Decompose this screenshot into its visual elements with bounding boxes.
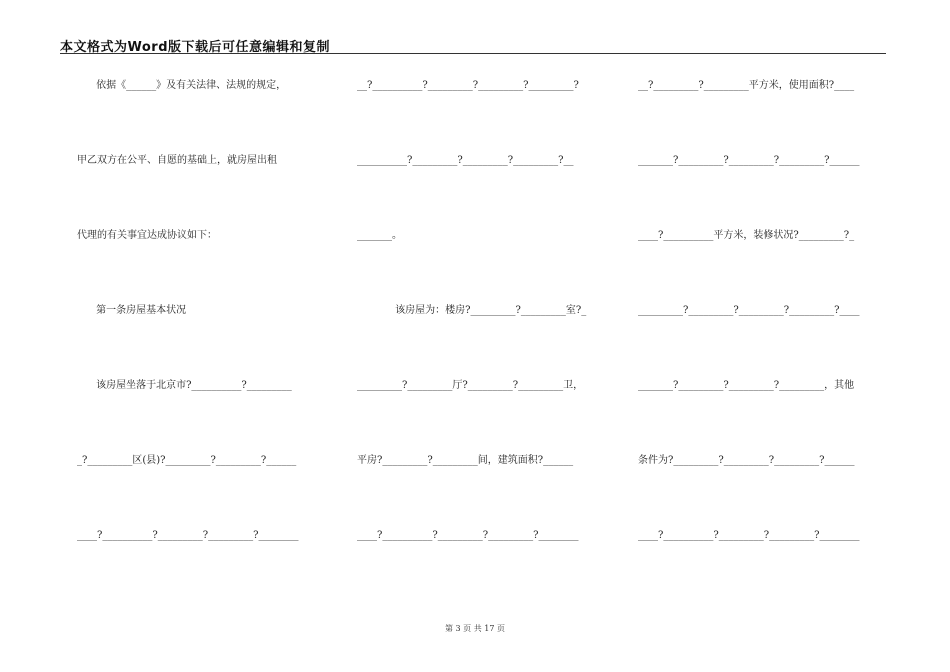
text-line: _________?_________厅?_________?_________卫， <box>357 380 584 391</box>
text-line: _________?_________?_________?_________?____ <box>638 305 860 316</box>
text-column-3 <box>638 0 888 672</box>
text-line: 条件为?_________?_________?_________?______ <box>638 455 855 466</box>
section-heading: 第一条房屋基本状况 <box>77 305 187 316</box>
text-line: _______?_________?_________?_________，其他 <box>638 380 855 391</box>
text-line: _?_________区(县)?_________?_________?______ <box>77 455 297 466</box>
page-number: 第 3 页 共 17 页 <box>445 624 505 633</box>
text-line: __________?_________?_________?_________?__ <box>357 155 574 166</box>
text-line: __?_________?_________平方米，使用面积?____ <box>638 80 855 91</box>
text-line: ____?__________?_________?_________?________ <box>77 530 299 541</box>
text-line: 甲乙双方在公平、自愿的基础上，就房屋出租 <box>77 155 277 166</box>
text-line: 代理的有关事宜达成协议如下： <box>77 230 217 241</box>
text-line: 依据《______》及有关法律、法规的规定， <box>77 80 287 91</box>
text-line: __?__________?_________?_________?_________? <box>357 80 579 91</box>
text-line: ____?__________?_________?_________?________ <box>638 530 860 541</box>
text-line: _______?_________?_________?_________?______ <box>638 155 860 166</box>
text-column-2 <box>357 0 607 672</box>
text-line: 平房?_________?_________间，建筑面积?______ <box>357 455 574 466</box>
text-line: ____?__________?_________?_________?________ <box>357 530 579 541</box>
text-line: 该房屋为：楼房?_________?_________室?_ <box>357 305 587 316</box>
document-header-title: 本文格式为Word版下载后可任意编辑和复制 <box>60 40 331 55</box>
text-line: 该房屋坐落于北京市?__________?_________ <box>77 380 292 391</box>
text-line: _______。 <box>357 230 402 241</box>
text-column-1 <box>77 0 327 672</box>
text-line: ____?__________平方米，装修状况?_________?_ <box>638 230 855 241</box>
